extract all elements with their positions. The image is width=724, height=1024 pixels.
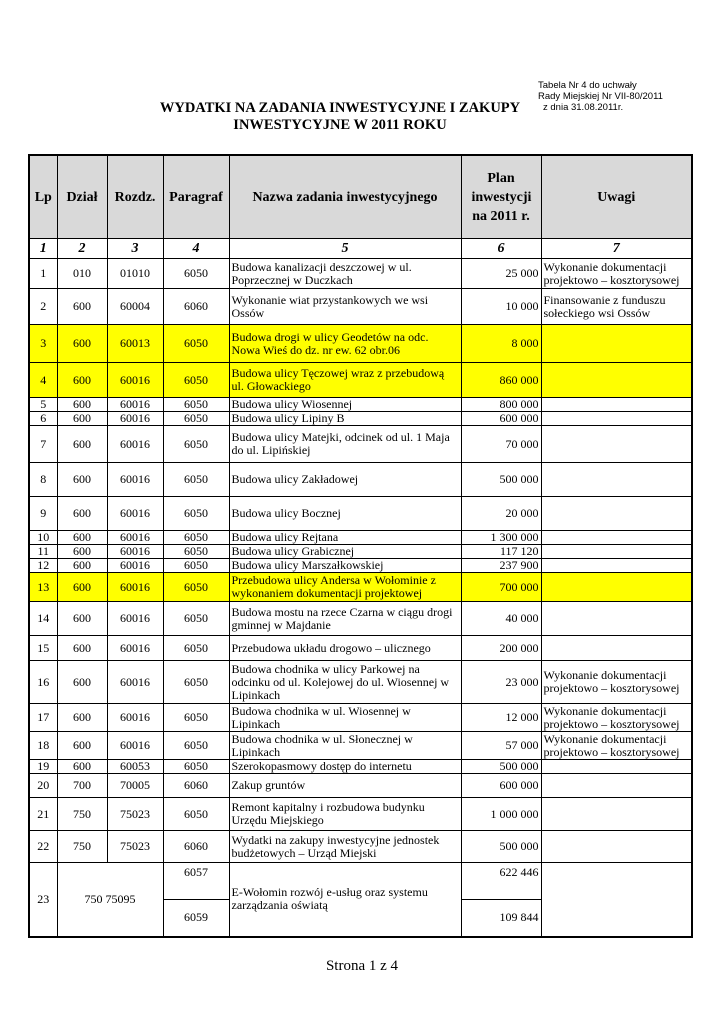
cell-uwagi	[541, 363, 692, 398]
cell-nazwa: Budowa kanalizacji deszczowej w ul. Poprzecznej w Duczkach	[229, 259, 461, 289]
table-row	[29, 831, 692, 863]
cell-rozdz: 60016	[107, 573, 163, 602]
cell-plan: 57 000	[461, 732, 541, 760]
column-number: 1	[29, 239, 57, 259]
cell-rozdz: 01010	[107, 259, 163, 289]
cell-rozdz: 60016	[107, 704, 163, 732]
header-paragraf: Paragraf	[163, 155, 229, 239]
cell-rozdz: 60016	[107, 636, 163, 661]
table-row	[29, 398, 692, 412]
cell-lp: 1	[29, 259, 57, 289]
cell-plan: 200 000	[461, 636, 541, 661]
cell-dzial: 600	[57, 289, 107, 325]
cell-plan: 600 000	[461, 412, 541, 426]
table-row	[29, 732, 692, 760]
cell-rozdz: 60016	[107, 559, 163, 573]
cell-lp: 13	[29, 573, 57, 602]
cell-dzial: 750	[57, 831, 107, 863]
cell-nazwa: Zakup gruntów	[229, 774, 461, 798]
cell-paragraf: 6050	[163, 602, 229, 636]
cell-plan: 1 000 000	[461, 798, 541, 831]
table-row	[29, 704, 692, 732]
cell-paragraf: 6050	[163, 426, 229, 463]
cell-paragraf: 6050	[163, 463, 229, 497]
cell-nazwa: Przebudowa ulicy Andersa w Wołominie z wykonaniem dokumentacji projektowej	[229, 573, 461, 602]
note-line: Rady Miejskiej Nr VII-80/2011	[538, 91, 663, 102]
cell-nazwa: Budowa ulicy Zakładowej	[229, 463, 461, 497]
cell-paragraf: 6060	[163, 831, 229, 863]
cell-rozdz: 60016	[107, 661, 163, 704]
cell-nazwa: Wydatki na zakupy inwestycyjne jednostek budżetowych – Urząd Miejski	[229, 831, 461, 863]
table-row	[29, 497, 692, 531]
cell-uwagi: Wykonanie dokumentacji projektowo – kosztorysowej	[541, 732, 692, 760]
title-line: WYDATKI NA ZADANIA INWESTYCYJNE I ZAKUPY	[159, 100, 521, 116]
header-nazwa: Nazwa zadania inwestycyjnego	[229, 155, 461, 239]
cell-nazwa: Budowa chodnika w ul. Wiosennej w Lipinkach	[229, 704, 461, 732]
cell-nazwa: Budowa chodnika w ul. Słonecznej w Lipinkach	[229, 732, 461, 760]
cell-dzial: 600	[57, 426, 107, 463]
cell-plan: 622 446	[461, 863, 541, 900]
header-dzial: Dział	[57, 155, 107, 239]
header-rozdz: Rozdz.	[107, 155, 163, 239]
cell-nazwa: Budowa drogi w ulicy Geodetów na odc. Nowa Wieś do dz. nr ew. 62 obr.06	[229, 325, 461, 363]
cell-lp: 4	[29, 363, 57, 398]
cell-nazwa: Szerokopasmowy dostęp do internetu	[229, 760, 461, 774]
cell-lp: 10	[29, 531, 57, 545]
cell-rozdz: 60016	[107, 497, 163, 531]
cell-rozdz: 60016	[107, 398, 163, 412]
cell-dzial: 010	[57, 259, 107, 289]
cell-dzial: 600	[57, 398, 107, 412]
cell-dzial: 600	[57, 412, 107, 426]
cell-paragraf: 6050	[163, 398, 229, 412]
cell-dzial: 600	[57, 559, 107, 573]
cell-nazwa: E-Wołomin rozwój e-usług oraz systemu zarządzania oświatą	[229, 863, 461, 937]
cell-dzial-rozdz: 750 75095	[57, 863, 163, 937]
cell-rozdz: 60013	[107, 325, 163, 363]
cell-uwagi	[541, 559, 692, 573]
cell-plan: 237 900	[461, 559, 541, 573]
cell-paragraf: 6050	[163, 732, 229, 760]
cell-lp: 17	[29, 704, 57, 732]
cell-lp: 16	[29, 661, 57, 704]
cell-uwagi	[541, 602, 692, 636]
cell-lp: 2	[29, 289, 57, 325]
column-number: 3	[107, 239, 163, 259]
cell-paragraf: 6050	[163, 704, 229, 732]
table-row	[29, 325, 692, 363]
header-plan: Plan inwestycji na 2011 r.	[461, 155, 541, 239]
cell-uwagi	[541, 426, 692, 463]
table-row	[29, 531, 692, 545]
cell-uwagi	[541, 636, 692, 661]
cell-nazwa: Budowa ulicy Matejki, odcinek od ul. 1 Maja do ul. Lipińskiej	[229, 426, 461, 463]
table-row	[29, 798, 692, 831]
cell-plan: 500 000	[461, 760, 541, 774]
cell-plan: 860 000	[461, 363, 541, 398]
cell-nazwa: Budowa ulicy Tęczowej wraz z przebudową ul. Głowackiego	[229, 363, 461, 398]
cell-rozdz: 60016	[107, 363, 163, 398]
cell-uwagi	[541, 463, 692, 497]
cell-uwagi	[541, 325, 692, 363]
cell-lp: 12	[29, 559, 57, 573]
cell-uwagi: Wykonanie dokumentacji projektowo – kosztorysowej	[541, 661, 692, 704]
cell-rozdz: 60053	[107, 760, 163, 774]
cell-nazwa: Remont kapitalny i rozbudowa budynku Urzędu Miejskiego	[229, 798, 461, 831]
cell-rozdz: 60016	[107, 732, 163, 760]
cell-lp: 22	[29, 831, 57, 863]
cell-plan: 500 000	[461, 831, 541, 863]
cell-uwagi	[541, 831, 692, 863]
cell-lp: 5	[29, 398, 57, 412]
cell-rozdz: 60016	[107, 426, 163, 463]
cell-dzial: 600	[57, 573, 107, 602]
cell-paragraf: 6050	[163, 259, 229, 289]
cell-paragraf: 6059	[163, 900, 229, 937]
cell-dzial: 600	[57, 760, 107, 774]
cell-plan: 70 000	[461, 426, 541, 463]
cell-rozdz: 60016	[107, 602, 163, 636]
cell-dzial: 600	[57, 497, 107, 531]
cell-paragraf: 6057	[163, 863, 229, 900]
cell-dzial: 600	[57, 325, 107, 363]
cell-nazwa: Budowa ulicy Lipiny B	[229, 412, 461, 426]
cell-lp: 6	[29, 412, 57, 426]
cell-dzial: 600	[57, 531, 107, 545]
cell-nazwa: Budowa ulicy Rejtana	[229, 531, 461, 545]
header-uwagi: Uwagi	[541, 155, 692, 239]
cell-nazwa: Wykonanie wiat przystankowych we wsi Ossów	[229, 289, 461, 325]
cell-dzial: 600	[57, 545, 107, 559]
cell-paragraf: 6050	[163, 636, 229, 661]
cell-lp: 23	[29, 863, 57, 937]
cell-dzial: 750	[57, 798, 107, 831]
cell-plan: 8 000	[461, 325, 541, 363]
cell-uwagi	[541, 497, 692, 531]
cell-plan: 1 300 000	[461, 531, 541, 545]
column-number: 6	[461, 239, 541, 259]
note-line: Tabela Nr 4 do uchwały	[538, 80, 637, 91]
cell-uwagi	[541, 531, 692, 545]
cell-nazwa: Budowa ulicy Marszałkowskiej	[229, 559, 461, 573]
table-row	[29, 289, 692, 325]
cell-plan: 500 000	[461, 463, 541, 497]
document-title	[90, 100, 590, 134]
note-line: z dnia 31.08.2011r.	[543, 102, 624, 113]
cell-dzial: 600	[57, 636, 107, 661]
cell-paragraf: 6050	[163, 363, 229, 398]
cell-uwagi	[541, 573, 692, 602]
cell-plan: 700 000	[461, 573, 541, 602]
column-number: 5	[229, 239, 461, 259]
cell-uwagi	[541, 760, 692, 774]
cell-dzial: 600	[57, 704, 107, 732]
cell-rozdz: 75023	[107, 798, 163, 831]
cell-paragraf: 6050	[163, 559, 229, 573]
cell-paragraf: 6060	[163, 774, 229, 798]
column-number: 2	[57, 239, 107, 259]
table-row	[29, 559, 692, 573]
table-row	[29, 259, 692, 289]
column-number: 7	[541, 239, 692, 259]
cell-dzial: 600	[57, 732, 107, 760]
page-footer: Strona 1 z 4	[325, 958, 399, 974]
cell-uwagi	[541, 412, 692, 426]
table-row	[29, 573, 692, 602]
cell-plan: 10 000	[461, 289, 541, 325]
cell-lp: 3	[29, 325, 57, 363]
cell-uwagi	[541, 545, 692, 559]
table-row	[29, 661, 692, 704]
cell-paragraf: 6050	[163, 798, 229, 831]
table-row	[29, 602, 692, 636]
cell-nazwa: Przebudowa układu drogowo – ulicznego	[229, 636, 461, 661]
cell-plan: 800 000	[461, 398, 541, 412]
cell-plan: 25 000	[461, 259, 541, 289]
cell-dzial: 600	[57, 602, 107, 636]
cell-uwagi: Wykonanie dokumentacji projektowo – kosztorysowej	[541, 704, 692, 732]
cell-dzial: 600	[57, 463, 107, 497]
cell-lp: 15	[29, 636, 57, 661]
table-row	[29, 774, 692, 798]
cell-plan: 117 120	[461, 545, 541, 559]
cell-lp: 21	[29, 798, 57, 831]
cell-paragraf: 6050	[163, 325, 229, 363]
cell-lp: 8	[29, 463, 57, 497]
cell-uwagi	[541, 863, 692, 937]
cell-rozdz: 60016	[107, 463, 163, 497]
cell-lp: 18	[29, 732, 57, 760]
cell-plan: 20 000	[461, 497, 541, 531]
cell-paragraf: 6050	[163, 760, 229, 774]
cell-paragraf: 6050	[163, 573, 229, 602]
cell-dzial: 600	[57, 363, 107, 398]
cell-lp: 9	[29, 497, 57, 531]
column-number: 4	[163, 239, 229, 259]
cell-dzial: 600	[57, 661, 107, 704]
cell-uwagi	[541, 798, 692, 831]
cell-plan: 23 000	[461, 661, 541, 704]
header-lp: Lp	[29, 155, 57, 239]
cell-plan: 600 000	[461, 774, 541, 798]
cell-paragraf: 6050	[163, 412, 229, 426]
cell-nazwa: Budowa ulicy Wiosennej	[229, 398, 461, 412]
table-row	[29, 545, 692, 559]
cell-paragraf: 6050	[163, 531, 229, 545]
cell-lp: 11	[29, 545, 57, 559]
cell-plan: 109 844	[461, 900, 541, 937]
cell-nazwa: Budowa ulicy Grabicznej	[229, 545, 461, 559]
cell-uwagi	[541, 774, 692, 798]
investment-table	[28, 154, 693, 938]
cell-paragraf: 6060	[163, 289, 229, 325]
cell-paragraf: 6050	[163, 661, 229, 704]
title-line: INWESTYCYJNE W 2011 ROKU	[233, 117, 447, 133]
cell-paragraf: 6050	[163, 497, 229, 531]
table-row	[29, 636, 692, 661]
cell-uwagi	[541, 398, 692, 412]
cell-lp: 7	[29, 426, 57, 463]
cell-uwagi: Wykonanie dokumentacji projektowo – kosztorysowej	[541, 259, 692, 289]
cell-nazwa: Budowa ulicy Bocznej	[229, 497, 461, 531]
cell-rozdz: 75023	[107, 831, 163, 863]
column-number-row	[29, 239, 692, 259]
cell-lp: 14	[29, 602, 57, 636]
cell-rozdz: 60004	[107, 289, 163, 325]
cell-plan: 12 000	[461, 704, 541, 732]
cell-paragraf: 6050	[163, 545, 229, 559]
table-row	[29, 412, 692, 426]
cell-plan: 40 000	[461, 602, 541, 636]
table-row	[29, 760, 692, 774]
cell-dzial: 700	[57, 774, 107, 798]
table-row-23	[29, 863, 692, 900]
table-row	[29, 463, 692, 497]
cell-uwagi: Finansowanie z funduszu sołeckiego wsi Ossów	[541, 289, 692, 325]
cell-nazwa: Budowa chodnika w ulicy Parkowej na odcinku od ul. Kolejowej do ul. Wiosennej w Lipinkach	[229, 661, 461, 704]
cell-lp: 19	[29, 760, 57, 774]
header-row	[29, 155, 692, 239]
cell-nazwa: Budowa mostu na rzece Czarna w ciągu drogi gminnej w Majdanie	[229, 602, 461, 636]
table-row	[29, 363, 692, 398]
cell-rozdz: 70005	[107, 774, 163, 798]
cell-rozdz: 60016	[107, 531, 163, 545]
cell-lp: 20	[29, 774, 57, 798]
cell-rozdz: 60016	[107, 545, 163, 559]
table-row	[29, 426, 692, 463]
cell-rozdz: 60016	[107, 412, 163, 426]
